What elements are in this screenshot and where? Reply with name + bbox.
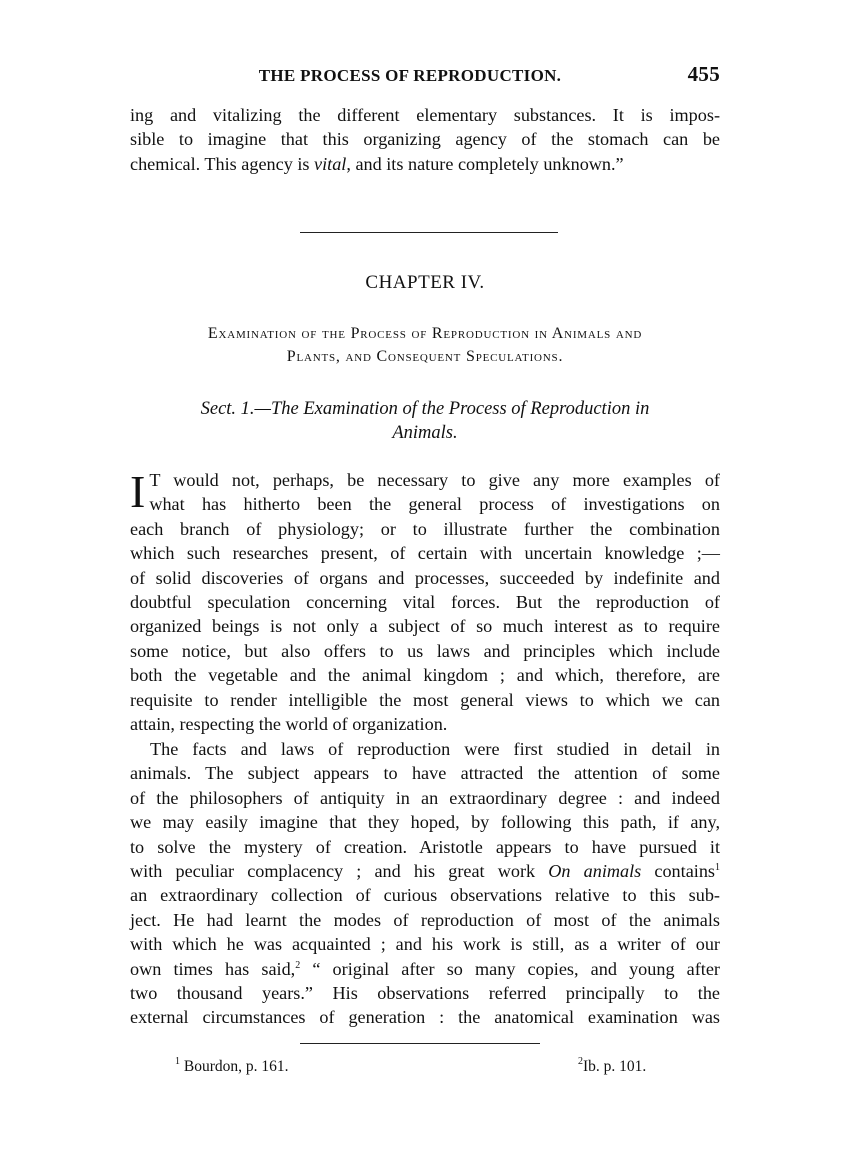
opening-paragraph	[130, 103, 720, 176]
running-head	[130, 62, 720, 92]
text-span: contains	[641, 861, 716, 882]
text-line: to solve the mystery of creation. Aristotle appears to have pursued it	[130, 836, 720, 857]
footnote-2	[578, 1058, 646, 1076]
text-line: sible to imagine that this organizing agency of the stomach can be	[130, 129, 720, 150]
text-line: of the philosophers of antiquity in an extraordinary degree : and indeed	[130, 787, 720, 808]
emphasis: vital	[314, 153, 347, 174]
footnote-mark: 1	[175, 1056, 180, 1067]
footnote-text: Bourdon, p. 161.	[180, 1058, 289, 1075]
section-divider	[300, 232, 558, 233]
text-line: an extraordinary collection of curious observations relative to this sub-	[130, 885, 720, 906]
text-line: which such researches present, of certain with uncertain knowledge ;—	[130, 543, 720, 564]
section-heading	[130, 397, 720, 445]
footnote-1	[175, 1058, 289, 1076]
text-line	[130, 957, 720, 981]
text-line: organized beings is not only a subject of so much interest as to require	[130, 616, 720, 637]
text-line: ject. He had learnt the modes of reproduction of most of the animals	[130, 909, 720, 930]
text-line: animals. The subject appears to have attracted the attention of some	[130, 763, 720, 784]
text-line: doubtful speculation concerning vital forces. But the reproduction of	[130, 592, 720, 613]
text-line: attain, respecting the world of organization.	[130, 714, 448, 735]
text-span: , and its nature completely unknown.”	[346, 153, 624, 174]
text-line: T would not, perhaps, be necessary to give any more examples of	[149, 470, 720, 490]
text-line: each branch of physiology; or to illustrate further the combination	[130, 518, 720, 539]
section-heading-line: Sect. 1.—The Examination of the Process of Reproduction in	[200, 399, 650, 419]
footnote-mark: 2	[578, 1056, 583, 1067]
drop-cap: I	[130, 466, 146, 517]
footnotes	[130, 1058, 720, 1082]
text-line: both the vegetable and the animal kingdom ; and which, therefore, are	[130, 665, 720, 686]
text-line	[130, 859, 720, 883]
text-line: requisite to render intelligible the most general views to which we can	[130, 689, 720, 710]
text-span: with peculiar complacency ; and his great work	[130, 861, 549, 882]
running-head-title: THE PROCESS OF REPRODUCTION.	[258, 66, 562, 85]
chapter-title: CHAPTER IV.	[365, 272, 485, 293]
text-line: two thousand years.” His observations referred principally to the	[130, 983, 720, 1004]
text-line: The facts and laws of reproduction were first studied in detail in	[150, 739, 720, 759]
text-line: external circumstances of generation : the anatomical examination was	[130, 1007, 720, 1028]
paragraph-2	[130, 737, 720, 1030]
footnote-ref: 1	[715, 862, 721, 874]
text-line	[130, 152, 720, 176]
text-line: we may easily imagine that they hoped, by following this path, if any,	[130, 812, 720, 833]
section-heading-line: Animals.	[392, 423, 458, 443]
chapter-subtitle-line: Examination of the Process of Reproduction in Animals and	[207, 325, 643, 342]
chapter-subtitle-line: Plants, and Consequent Speculations.	[286, 348, 564, 365]
text-line: of solid discoveries of organs and processes, succeeded by indefinite and	[130, 567, 720, 588]
text-span: own times has said,	[130, 958, 296, 979]
footnote-ref: 2	[295, 959, 301, 971]
text-line: some notice, but also offers to us laws and principles which include	[130, 640, 720, 661]
emphasis: On animals	[548, 861, 642, 882]
text-line: ing and vitalizing the different elementary substances. It is impos-	[130, 105, 720, 125]
footnote-text: Ib. p. 101.	[583, 1058, 647, 1075]
text-span: “ original after so many copies, and young after	[300, 958, 720, 979]
text-line: with which he was acquainted ; and his work is still, as a writer of our	[130, 934, 720, 955]
text-line: what has hitherto been the general process of investigations on	[149, 494, 720, 515]
text-span: chemical. This agency is	[130, 153, 315, 174]
chapter-subtitle	[130, 322, 720, 368]
page-number: 455	[687, 62, 720, 86]
paragraph-1	[130, 468, 720, 736]
footnote-divider	[300, 1043, 540, 1044]
